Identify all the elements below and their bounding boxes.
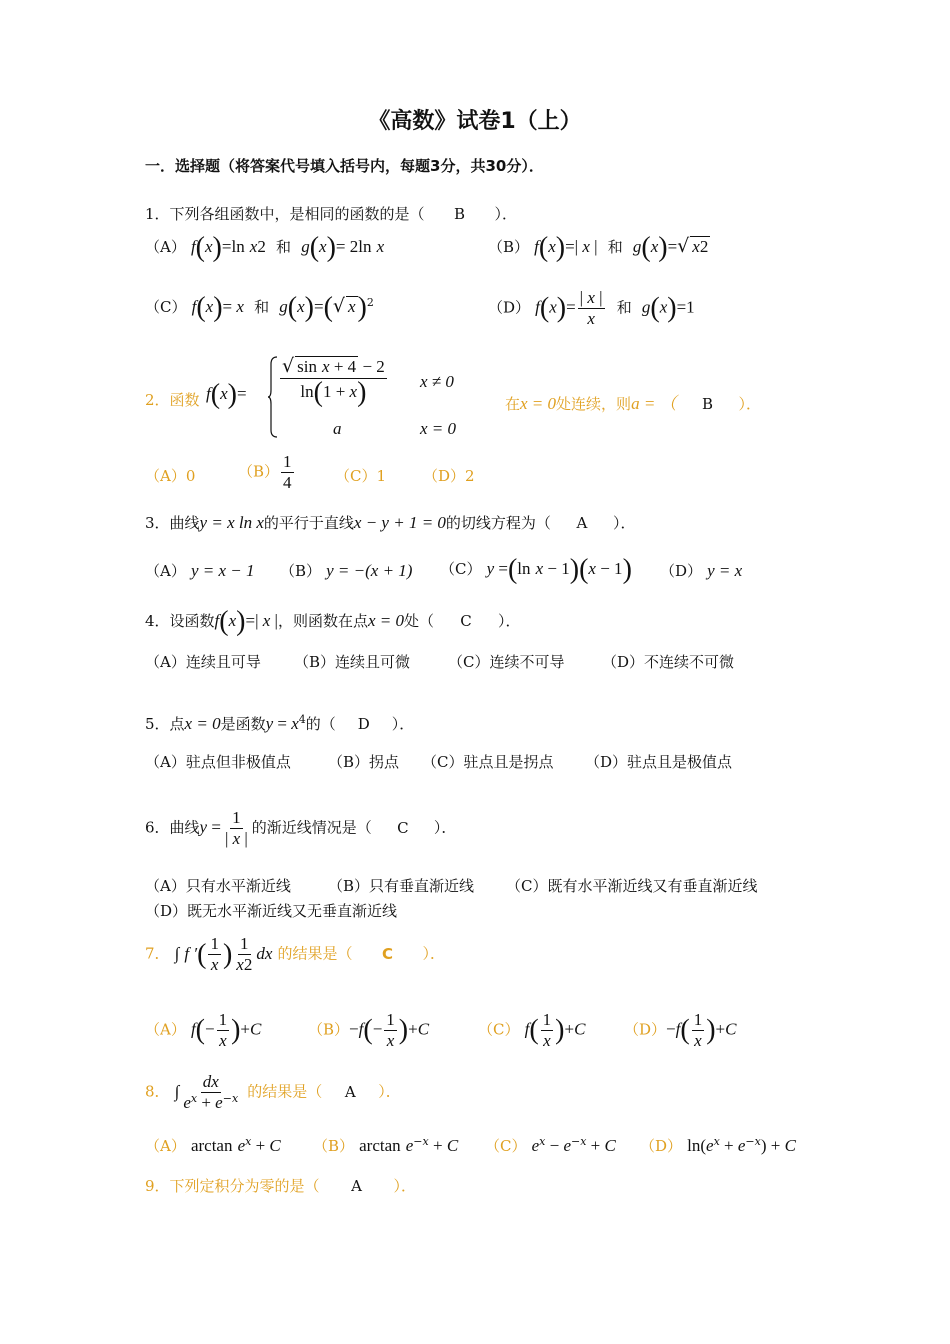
question-1-answer: B <box>454 205 466 223</box>
piecewise-case-2: a <box>333 419 342 438</box>
question-1-option-d: （D） f(x)= $\frac{| x |}{x}$ 和 g(x)=1 <box>488 288 695 328</box>
question-1-stem: 1．下列各组函数中，是相同的函数的是（ B ）． <box>145 205 518 223</box>
question-3-option-c: （C） y =(ln x − 1)(x − 1) <box>440 554 632 585</box>
question-6-answer: C <box>397 818 409 837</box>
question-2-option-a: （A）0 <box>145 467 196 485</box>
question-7-option-c: （C） f( $\frac{1}{x}$ )+C <box>478 1010 586 1050</box>
question-2-label: 2．函数 <box>145 391 200 409</box>
page-title: 《高数》试卷1（上） <box>368 109 582 134</box>
question-9-stem: 9．下列定积分为零的是（ A ）． <box>145 1177 417 1195</box>
section-heading: 一．选择题（将答案代号填入括号内，每题3分，共30分）． <box>145 157 544 175</box>
question-8-answer: A <box>344 1082 356 1101</box>
question-6-option-a: （A）只有水平渐近线 <box>145 877 291 895</box>
question-2-answer: B <box>702 395 714 413</box>
question-3-option-d: （D） y = x <box>660 561 743 580</box>
question-3-option-a: （A） y = x − 1 <box>145 561 255 580</box>
question-3-stem: 3．曲线y = x ln x的平行于直线x − y + 1 = 0的切线方程为（ A ）． <box>145 513 636 532</box>
piecewise-brace <box>268 356 278 438</box>
question-5-option-b: （B）拐点 <box>328 753 400 771</box>
question-1-option-a: （A） f(x)=ln x2 和 g(x)= 2ln x <box>145 232 385 263</box>
question-8-stem: 8． ∫ $\frac{dx}{e^x + e^{-x}}$ 的结果是（ A ）． <box>145 1072 401 1112</box>
question-3-answer: A <box>576 514 588 532</box>
piecewise-condition-1: x ≠ 0 <box>420 372 454 391</box>
question-7-option-b: （B）−f(− $\frac{1}{x}$ )+C <box>308 1010 430 1050</box>
question-8-option-b: （B） $\arctan e^{-x} + C$ <box>313 1135 459 1155</box>
question-2-function: f(x)= <box>206 379 247 410</box>
question-4-option-b: （B）连续且可微 <box>294 653 411 671</box>
question-7-stem: 7． ∫ f ′( $\frac{1}{x}$ ) $\frac{1}{x2}$ dx 的结果是（ C ）． <box>145 934 445 974</box>
question-7-option-a: （A） f(− $\frac{1}{x}$ )+C <box>145 1010 262 1050</box>
question-5-option-a: （A）驻点但非极值点 <box>145 753 291 771</box>
piecewise-case-1: $\frac{\text{√ sin x + 4 − 2}}{\ln(1 + x)}$ <box>282 355 385 408</box>
question-2-option-d: （D）2 <box>423 467 475 485</box>
question-2-option-c: （C）1 <box>335 467 387 485</box>
piecewise-condition-2: x = 0 <box>420 419 457 438</box>
question-5-answer: D <box>357 715 370 733</box>
question-5-option-d: （D）驻点且是极值点 <box>585 753 733 771</box>
question-4-answer: C <box>460 612 472 630</box>
question-6-stem: 6．曲线y = $\frac{1}{| x |}$ 的渐近线情况是（ C ）． <box>145 808 457 848</box>
question-4-option-c: （C）连续不可导 <box>448 653 565 671</box>
question-8-option-a: （A） $\arctan e^x + C$ <box>145 1135 281 1155</box>
question-6-option-d: （D）既无水平渐近线又无垂直渐近线 <box>145 902 398 920</box>
question-9-answer: A <box>351 1177 362 1195</box>
question-2-stem: 在x = 0处连续，则a = （ B ）． <box>505 394 762 413</box>
question-2-option-b: （B） $\frac{1}{4}$ <box>238 452 292 492</box>
question-8-option-d: （D） $\ln(e^x + e^{-x}) + C$ <box>640 1135 796 1155</box>
question-6-option-c: （C）既有水平渐近线又有垂直渐近线 <box>506 877 758 895</box>
question-5-option-c: （C）驻点且是拐点 <box>422 753 554 771</box>
question-7-answer: C <box>381 944 393 963</box>
question-4-stem: 4．设函数f(x)=| x |，则函数在点x = 0处（ C ）． <box>145 606 521 637</box>
question-1-option-c: （C） f(x)= x 和 g(x)=(√ x)$^2$ <box>145 292 374 323</box>
question-4-option-a: （A）连续且可导 <box>145 653 261 671</box>
question-6-option-b: （B）只有垂直渐近线 <box>328 877 475 895</box>
question-8-option-c: （C） $e^x - e^{-x} + C$ <box>485 1135 616 1155</box>
question-4-option-d: （D）不连续不可微 <box>602 653 735 671</box>
question-7-option-d: （D）−f( $\frac{1}{x}$ )+C <box>624 1010 737 1050</box>
question-3-option-b: （B） y = −(x + 1) <box>280 561 413 580</box>
question-1-option-b: （B） f(x)=| x | 和 g(x)=√ x2 <box>488 232 709 263</box>
question-5-stem: 5．点x = 0是函数$y = x^4$的（ D ）． <box>145 713 415 733</box>
